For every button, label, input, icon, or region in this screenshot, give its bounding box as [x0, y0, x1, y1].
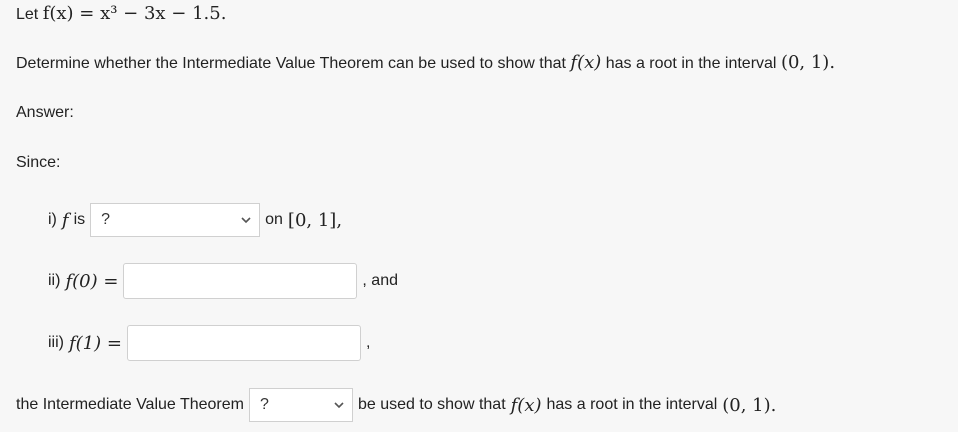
- part-ii-suffix: , and: [362, 272, 398, 289]
- function-definition: [16, 3, 226, 24]
- part-i-on: on: [265, 211, 283, 228]
- continuity-select[interactable]: [90, 203, 260, 237]
- conclusion-interval: (0, 1).: [722, 394, 777, 416]
- part-iii-expression: f(1) =: [69, 332, 122, 354]
- part-i-label: i): [48, 211, 57, 228]
- answer-label: Answer:: [16, 104, 74, 121]
- part-i-interval: [0, 1],: [287, 209, 343, 231]
- part-ii-expression: f(0) =: [65, 270, 119, 292]
- ivt-applicability-select[interactable]: [249, 388, 353, 422]
- conclusion-function: f(x): [510, 394, 542, 416]
- conclusion-row: [16, 388, 776, 422]
- prompt-interval: (0, 1).: [780, 52, 836, 73]
- chevron-down-icon: [332, 398, 346, 412]
- part-i-row: [48, 203, 342, 237]
- part-i-is: is: [73, 211, 86, 228]
- f1-input[interactable]: [127, 325, 361, 361]
- part-ii-label: ii): [48, 272, 61, 289]
- prompt-function: f(x): [570, 52, 602, 73]
- since-label: Since:: [16, 154, 61, 171]
- let-text: Let: [16, 6, 39, 23]
- conclusion-prefix: the Intermediate Value Theorem: [16, 396, 244, 413]
- part-iii-suffix: ,: [365, 334, 371, 351]
- chevron-down-icon: [239, 213, 253, 227]
- conclusion-text2: has a root in the interval: [546, 396, 718, 413]
- part-ii-row: [48, 263, 398, 299]
- part-iii-label: iii): [48, 334, 64, 351]
- prompt-text: Determine whether the Intermediate Value Theorem can be used to show that: [16, 55, 566, 72]
- part-i-f: f: [61, 209, 69, 231]
- f0-input[interactable]: [123, 263, 357, 299]
- continuity-select-value: ?: [101, 211, 111, 228]
- prompt-mid-text: has a root in the interval: [605, 55, 777, 72]
- function-expression: f(x) = x³ − 3x − 1.5.: [42, 3, 227, 24]
- conclusion-text1: be used to show that: [357, 396, 506, 413]
- part-iii-row: [48, 325, 370, 361]
- ivt-select-value: ?: [259, 396, 269, 413]
- question-prompt: [16, 52, 835, 73]
